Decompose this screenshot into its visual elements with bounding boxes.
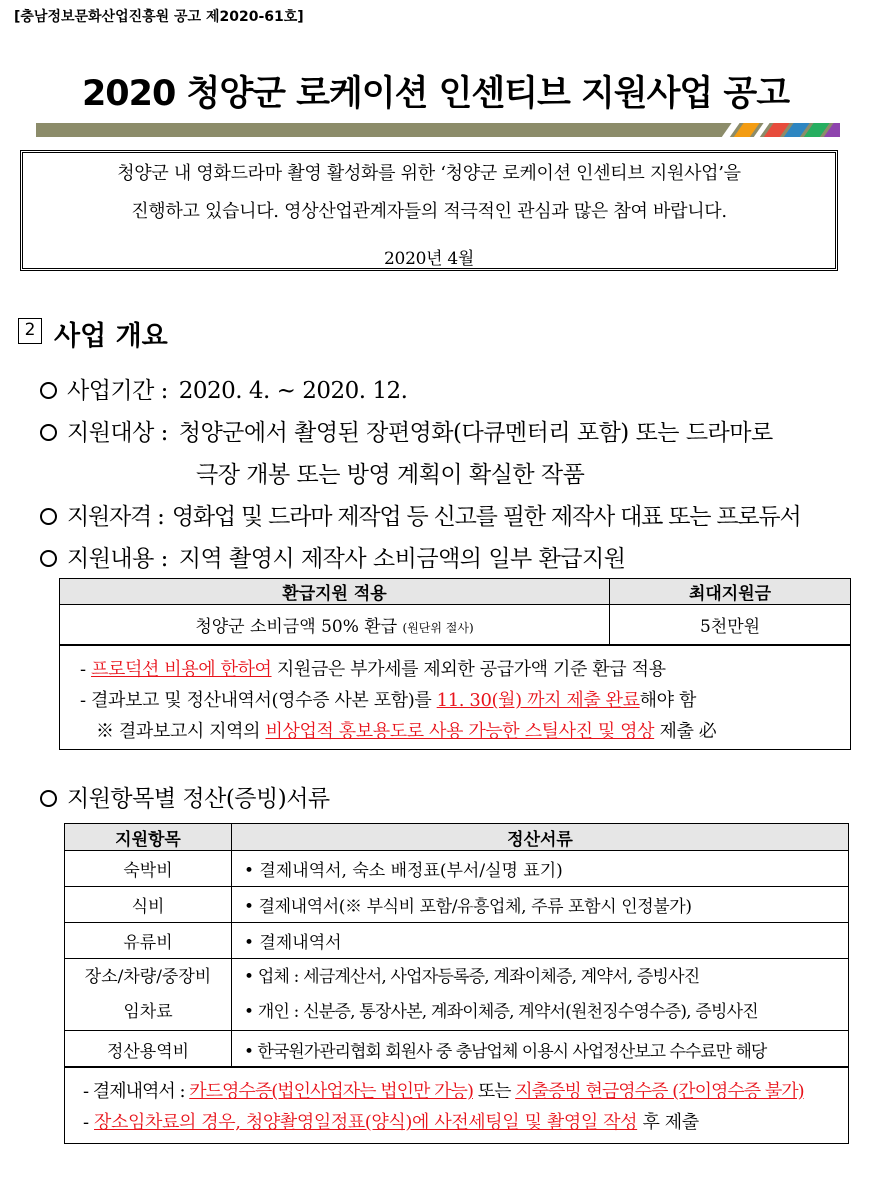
- dash: -: [80, 690, 86, 711]
- item-col-header: 지원항목: [65, 824, 232, 851]
- item-cell: 정산용역비: [65, 1031, 232, 1068]
- circle-bullet-icon: [40, 508, 57, 525]
- docs-line-2: • 개인 : 신분증, 통장사본, 계좌이체증, 계약서(원천징수영수증), 증빙사진: [244, 1001, 758, 1022]
- intro-line-1: 청양군 내 영화드라마 촬영 활성화를 위한 ‘청양군 로케이션 인센티브 지원사업’을: [117, 163, 741, 184]
- refund-note-1-highlight: 프로덕션 비용에 한하여: [91, 659, 272, 680]
- docs-notes-box: [64, 1066, 849, 1144]
- refund-note-3-post: 제출 必: [659, 721, 717, 742]
- section-number: 2: [18, 318, 42, 344]
- refund-note-1: [80, 655, 666, 681]
- refund-note-2-post: 해야 함: [639, 690, 696, 711]
- docs-table-header: [65, 824, 849, 851]
- dash: -: [83, 1112, 89, 1133]
- docs-note-1-text: - 결제내역서 :: [83, 1081, 185, 1102]
- refund-note-3-highlight: 비상업적 홍보용도로 사용 가능한 스틸사진 및 영상: [265, 721, 655, 742]
- circle-bullet-icon: [40, 424, 57, 441]
- circle-bullet-icon: [40, 550, 57, 567]
- table-row: [65, 923, 849, 959]
- docs-col-header: 정산서류: [232, 824, 849, 851]
- docs-cell: • 결제내역서(※ 부식비 포함/유흥업체, 주류 포함시 인정불가): [232, 887, 849, 923]
- docs-cell: • 한국원가관리협회 회원사 중 충남업체 이용시 사업정산보고 수수료만 해당: [232, 1031, 849, 1068]
- item-line-1: 장소/차량/중장비: [84, 966, 212, 987]
- docs-table: [64, 823, 849, 1068]
- content-value: 지역 촬영시 제작사 소비금액의 일부 환급지원: [178, 546, 626, 572]
- intro-date: 2020년 4월: [384, 249, 474, 269]
- content-row: [40, 540, 625, 573]
- qual-label: 지원자격 :: [67, 504, 164, 530]
- item-cell: 식비: [65, 887, 232, 923]
- table-row: [65, 959, 849, 1031]
- item-line-2: 임차료: [123, 1001, 173, 1022]
- target-row: [40, 414, 773, 447]
- content-label: 지원내용 :: [67, 546, 168, 572]
- docs-section-heading: [40, 780, 330, 813]
- table-row: [65, 887, 849, 923]
- intro-box: [20, 150, 838, 271]
- docs-line-1: • 업체 : 세금계산서, 사업자등록증, 계좌이체증, 계약서, 증빙사진: [244, 966, 700, 987]
- section-title: 사업 개요: [54, 321, 168, 352]
- dash: -: [80, 659, 86, 680]
- docs-note-2-post: 후 제출: [642, 1112, 699, 1133]
- docs-cell: • 결제내역서: [232, 923, 849, 959]
- docs-note-2-highlight: 장소임차료의 경우, 청양촬영일정표(양식)에 사전세팅일 및 촬영일 작성: [94, 1112, 638, 1133]
- docs-note-2: [83, 1108, 699, 1134]
- qualification-row: [40, 498, 800, 531]
- page-title: 2020 청양군 로케이션 인센티브 지원사업 공고: [81, 74, 790, 114]
- item-cell: [65, 959, 232, 1031]
- title-underline-bar: [36, 123, 840, 137]
- refund-table-header: [60, 579, 851, 605]
- table-row: [60, 605, 851, 645]
- refund-notes-box: [59, 645, 851, 750]
- refund-note-2-deadline: 11. 30(월) 까지 제출 완료: [436, 690, 640, 711]
- circle-bullet-icon: [40, 790, 57, 807]
- docs-note-1-or: 또는: [477, 1081, 511, 1102]
- docs-cell: [232, 959, 849, 1031]
- table-row: [65, 851, 849, 887]
- target-value-1: 청양군에서 촬영된 장편영화(다큐멘터리 포함) 또는 드라마로: [178, 420, 773, 446]
- item-cell: 숙박비: [65, 851, 232, 887]
- table-row: [65, 1031, 849, 1068]
- docs-note-1-cash: 지출증빙 현금영수증 (간이영수증 불가): [515, 1081, 804, 1102]
- refund-rounding-note: (원단위 절사): [402, 621, 474, 635]
- docs-note-1-card: 카드영수증(법인사업자는 법인만 가능): [189, 1081, 473, 1102]
- refund-note-3-text: ※ 결과보고시 지역의: [96, 721, 261, 742]
- period-value: 2020. 4. ~ 2020. 12.: [178, 378, 408, 404]
- docs-section-title: 지원항목별 정산(증빙)서류: [67, 786, 330, 812]
- max-amount: 5천만원: [610, 605, 851, 645]
- circle-bullet-icon: [40, 382, 57, 399]
- refund-cell: [60, 605, 610, 645]
- period-row: [40, 372, 407, 405]
- item-cell: 유류비: [65, 923, 232, 959]
- target-value-2: 극장 개봉 또는 방영 계획이 확실한 작품: [196, 462, 585, 488]
- refund-note-2-text: 결과보고 및 정산내역서(영수증 사본 포함)를: [91, 690, 432, 711]
- refund-note-1-text: 지원금은 부가세를 제외한 공급가액 기준 환급 적용: [276, 659, 666, 680]
- refund-table: [59, 578, 851, 645]
- refund-note-2: [80, 686, 696, 712]
- target-label: 지원대상 :: [67, 420, 168, 446]
- docs-cell: • 결제내역서, 숙소 배정표(부서/실명 표기): [232, 851, 849, 887]
- refund-rate: 청양군 소비금액 50% 환급: [195, 617, 398, 637]
- refund-note-3: [96, 717, 716, 743]
- max-col-header: 최대지원금: [610, 579, 851, 605]
- docs-note-1: [83, 1077, 804, 1103]
- notice-number: [충남정보문화산업진흥원 공고 제2020-61호]: [14, 9, 304, 25]
- period-label: 사업기간 :: [67, 378, 168, 404]
- intro-line-2: 진행하고 있습니다. 영상산업관계자들의 적극적인 관심과 많은 참여 바랍니다.: [131, 201, 727, 222]
- qual-value: 영화업 및 드라마 제작업 등 신고를 필한 제작사 대표 또는 프로듀서: [171, 504, 801, 530]
- refund-col-header: 환급지원 적용: [60, 579, 610, 605]
